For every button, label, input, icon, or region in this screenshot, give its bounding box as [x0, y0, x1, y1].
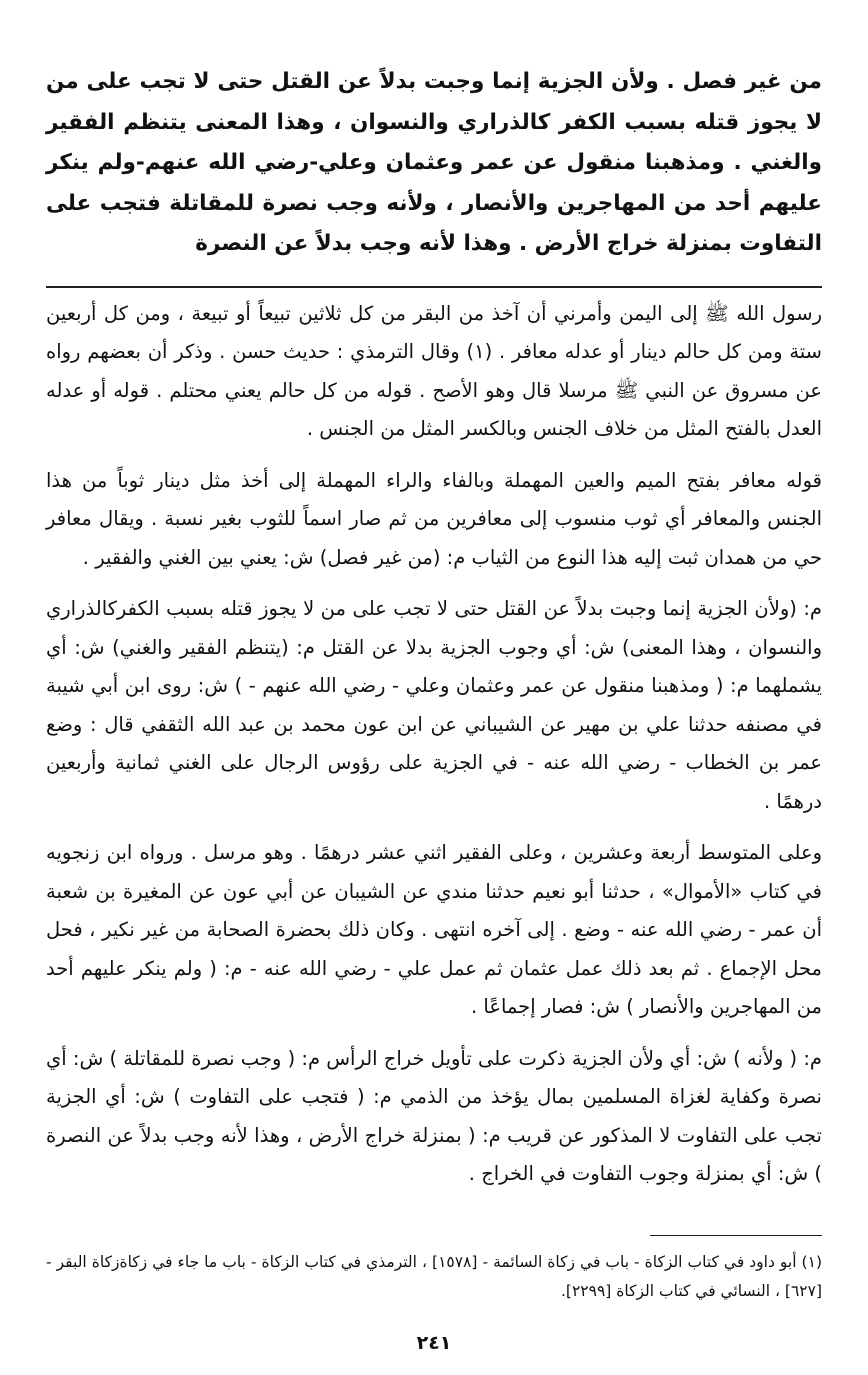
page-number: ٢٤١	[416, 1331, 452, 1354]
main-text: من غير فصل . ولأن الجزية إنما وجبت بدلاً عن القتل حتى لا تجب على من لا يجوز قتله بسبب الكفر كالذراري والنسوان ، وهذا المعنى يتنظم الفقير والغني . ومذهبنا منقول عن عمر وعثمان وعلي-رضي الله عنهم-ولم ينكر عليهم أحد من المهاجرين والأنصار ، ولأنه وجب نصرة للمقاتلة فتجب على التفاوت بمنزلة خراج الأرض . وهذا لأنه وجب بدلاً عن النصرة	[46, 69, 822, 256]
main-text-block	[46, 62, 822, 265]
commentary-block	[46, 295, 822, 1194]
commentary-paragraph-1: رسول الله ﷺ إلى اليمن وأمرني أن آخذ من البقر من كل ثلاثين تبيعاً أو تبيعة ، ومن كل أربعين ستة ومن كل حالم دينار أو عدله معافر . (١) وقال الترمذي : حديث حسن . وذكر أن بعضهم رواه عن مسروق عن النبي ﷺ مرسلا قال وهو الأصح . قوله من كل حالم يعني محتلم . قوله أو عدله العدل بالفتح المثل من خلاف الجنس وبالكسر المثل من الجنس .	[46, 301, 822, 440]
commentary-paragraph-3: م: (ولأن الجزية إنما وجبت بدلاً عن القتل حتى لا تجب على من لا يجوز قتله بسبب الكفركالذراري والنسوان ، وهذا المعنى) ش: أي وجوب الجزية بدلا عن القتل م: (يتنظم الفقير والغني) ش: أي يشملهما م: ( ومذهبنا منقول عن عمر وعثمان وعلي - رضي الله عنهم - ) ش: روى ابن أبي شيبة في مصنفه حدثنا علي بن مهير عن الشيباني عن ابن عون محمد بن عبد الله الثقفي قال : وضع عمر بن الخطاب - رضي الله عنه - في الجزية على رؤوس الرجال على الغني ثمانية وأربعين درهمًا .	[46, 597, 822, 813]
footnote-divider	[650, 1235, 822, 1236]
commentary-paragraph-5: م: ( ولأنه ) ش: أي ولأن الجزية ذكرت على تأويل خراج الرأس م: ( وجب نصرة للمقاتلة ) ش: أي نصرة وكفاية لغزاة المسلمين بمال يؤخذ من الذمي م: ( فتجب على التفاوت ) ش: أي الجزية تجب على التفاوت لا المذكور عن قريب م: ( بمنزلة خراج الأرض ، وهذا لأنه وجب بدلاً عن النصرة ) ش: أي بمنزلة وجوب التفاوت في الخراج .	[46, 1046, 822, 1185]
commentary-paragraph-2: قوله معافر بفتح الميم والعين المهملة وبالفاء والراء المهملة إلى أخذ مثل دينار ثوباً من هذا الجنس والمعافر أي ثوب منسوب إلى معافرين من ثم صار اسماً للثوب بغير نسبة . ويقال معافر حي من همدان ثبت إليه هذا النوع من الثياب م: (من غير فصل) ش: يعني بين الغني والفقير .	[46, 468, 822, 569]
footnote-1: (١) أبو داود في كتاب الزكاة - باب في زكاة السائمة - [١٥٧٨] ، الترمذي في كتاب الزكاة - باب ما جاء في زكاةزكاة البقر - [٦٢٧] ، النسائي في كتاب الزكاة [٢٢٩٩].	[46, 1252, 822, 1300]
commentary-paragraph-4: وعلى المتوسط أربعة وعشرين ، وعلى الفقير اثني عشر درهمًا . وهو مرسل . ورواه ابن زنجويه في كتاب «الأموال» ، حدثنا أبو نعيم حدثنا مندي عن الشيبان عن أبي عون عن المغيرة بن شعبة أن عمر - رضي الله عنه - وضع . إلى آخره انتهى . وكان ذلك بحضرة الصحابة من غير نكير ، فحل محل الإجماع . ثم بعد ذلك عمل عثمان ثم عمل علي - رضي الله عنه - م: ( ولم ينكر عليهم أحد من المهاجرين والأنصار ) ش: فصار إجماعًا .	[46, 841, 822, 1018]
main-text-divider	[46, 286, 822, 288]
document-page	[46, 62, 822, 1354]
footnotes-block	[46, 1248, 822, 1306]
